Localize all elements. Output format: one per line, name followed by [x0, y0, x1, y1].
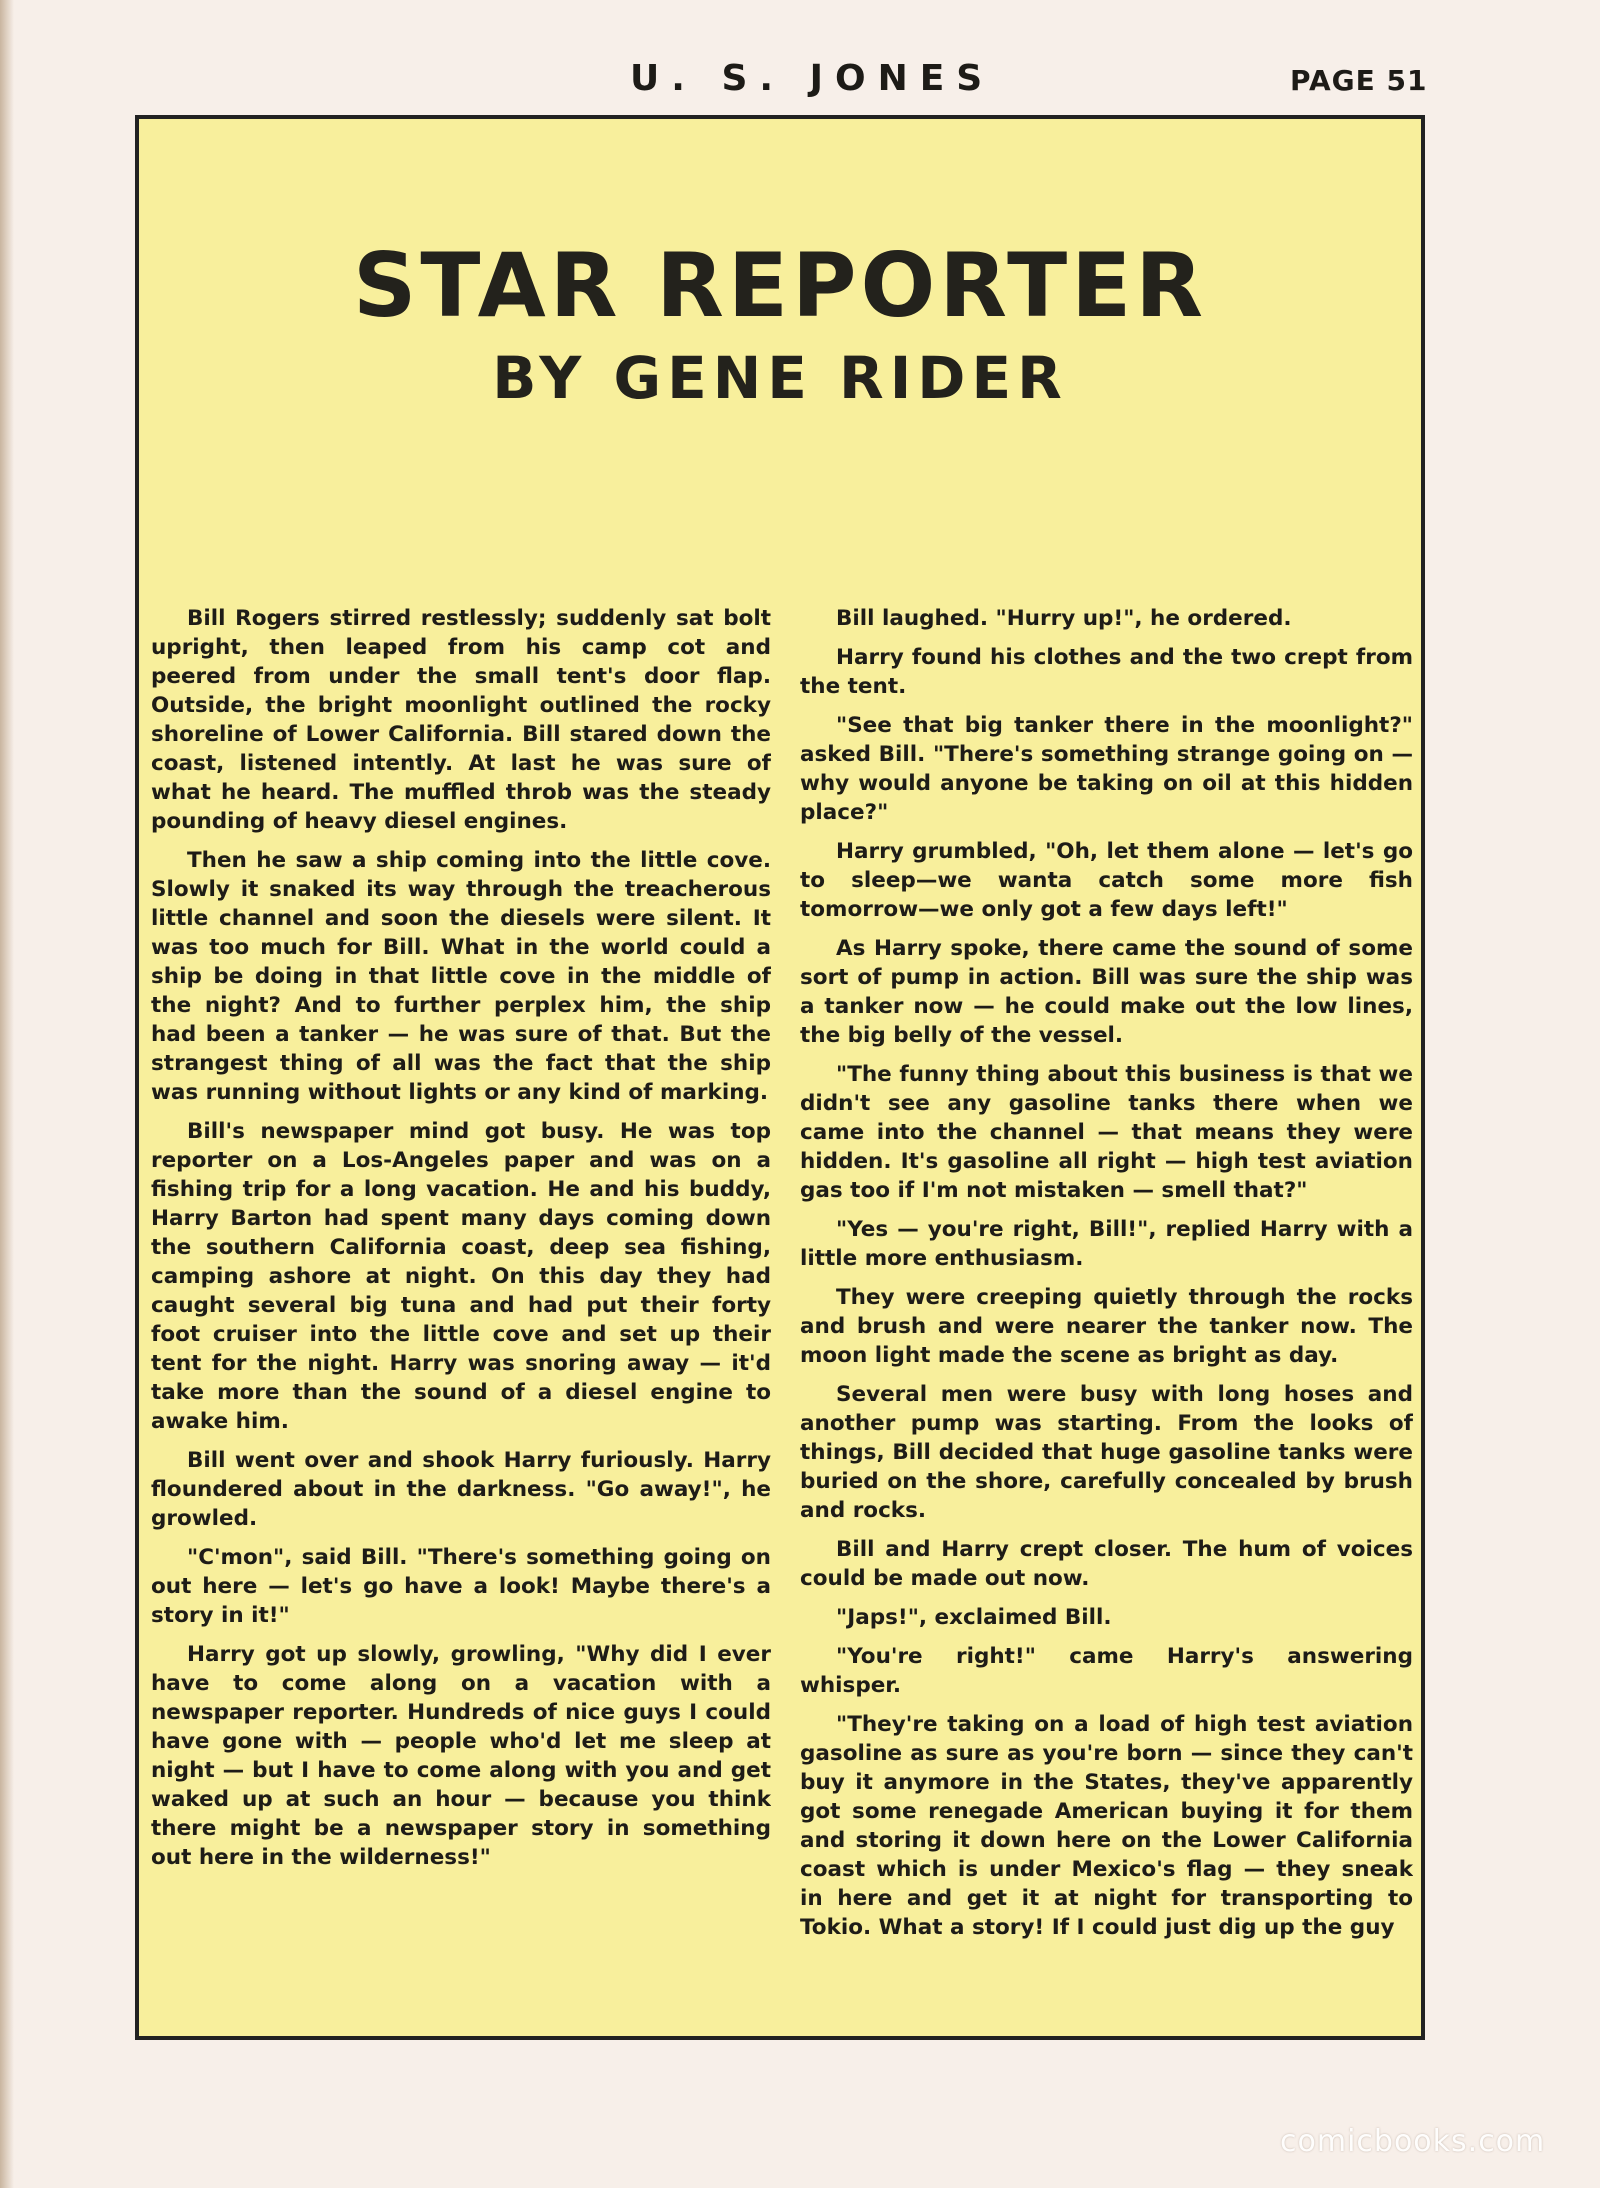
watermark: comicbooks.com — [1280, 2124, 1546, 2159]
right-column — [800, 604, 1413, 2024]
paragraph: Several men were busy with long hoses and another pump was starting. From the looks of things, Bill decided that huge gasoline tanks were buried on the shore, carefully concealed by brush and rocks. — [800, 1382, 1413, 1523]
paragraph: Then he saw a ship coming into the little cove. Slowly it snaked its way through the treacherous little channel and soon the diesels were silent. It was too much for Bill. What in the world could a ship be doing in that little cove in the middle of the night? And to further perplex him, the ship had been a tanker — he was sure of that. But the strangest thing of all was the fact that the ship was running without lights or any kind of marking. — [151, 848, 771, 1105]
paragraph: "You're right!" came Harry's answering whisper. — [800, 1644, 1413, 1698]
page-number: PAGE 51 — [1290, 64, 1428, 97]
paragraph: Bill Rogers stirred restlessly; suddenly sat bolt upright, then leaped from his camp cot and peered from under the small tent's door flap. Outside, the bright moonlight outlined the rocky shoreline of Lower California. Bill stared down the coast, listened intently. At last he was sure of what he heard. The muffled throb was the steady pounding of heavy diesel engines. — [151, 606, 771, 834]
paragraph: As Harry spoke, there came the sound of some sort of pump in action. Bill was sure the ship was a tanker now — he could make out the low lines, the big belly of the vessel. — [800, 936, 1413, 1048]
paragraph: "Japs!", exclaimed Bill. — [836, 1605, 1112, 1630]
paragraph: Bill's newspaper mind got busy. He was top reporter on a Los-Angeles paper and was on a fishing trip for a long vacation. He and his buddy, Harry Barton had spent many days coming down the southern California coast, deep sea fishing, camping ashore at night. On this day they had caught several big tuna and had put their forty foot cruiser into the little cove and set up their tent for the night. Harry was snoring away — it'd take more than the sound of a diesel engine to awake him. — [151, 1119, 771, 1434]
paragraph: Bill laughed. "Hurry up!", he ordered. — [836, 606, 1292, 631]
story-title: STAR REPORTER — [353, 234, 1207, 337]
story-byline: BY GENE RIDER — [492, 344, 1068, 412]
paragraph: They were creeping quietly through the rocks and brush and were nearer the tanker now. The moon light made the scene as bright as day. — [800, 1285, 1413, 1368]
series-title: U. S. JONES — [630, 58, 995, 99]
left-column — [151, 604, 771, 2024]
page-binding-edge — [0, 0, 14, 2188]
paragraph: "The funny thing about this business is that we didn't see any gasoline tanks there when we came into the channel — that means they were hidden. It's gasoline all right — high test aviation gas too if I'm not mistaken — smell that?" — [800, 1062, 1413, 1203]
page-header — [0, 58, 1600, 108]
paragraph: Harry grumbled, "Oh, let them alone — let's go to sleep—we wanta catch some more fish tomorrow—we only got a few days left!" — [800, 839, 1413, 922]
paragraph: Bill went over and shook Harry furiously. Harry floundered about in the darkness. "Go away!", he growled. — [151, 1448, 771, 1531]
story-panel — [135, 115, 1425, 2040]
paragraph: Bill and Harry crept closer. The hum of voices could be made out now. — [800, 1537, 1413, 1591]
paragraph: Harry found his clothes and the two crept from the tent. — [800, 645, 1413, 699]
paragraph: Harry got up slowly, growling, "Why did I ever have to come along on a vacation with a newspaper reporter. Hundreds of nice guys I could have gone with — people who'd let me sleep at night — but I have to come along with you and get waked up at such an hour — because you think there might be a newspaper story in something out here in the wilderness!" — [151, 1642, 771, 1870]
paragraph: "See that big tanker there in the moonlight?" asked Bill. "There's something strange going on — why would anyone be taking on oil at this hidden place?" — [800, 713, 1413, 825]
paragraph: "C'mon", said Bill. "There's something going on out here — let's go have a look! Maybe there's a story in it!" — [151, 1545, 771, 1628]
paragraph: "Yes — you're right, Bill!", replied Harry with a little more enthusiasm. — [800, 1217, 1413, 1271]
paragraph: "They're taking on a load of high test aviation gasoline as sure as you're born — since they can't buy it anymore in the States, they've apparently got some renegade American buying it for them and storing it down here on the Lower California coast which is under Mexico's flag — they sneak in here and get it at night for transporting to Tokio. What a story! If I could just dig up the guy — [800, 1712, 1413, 1940]
